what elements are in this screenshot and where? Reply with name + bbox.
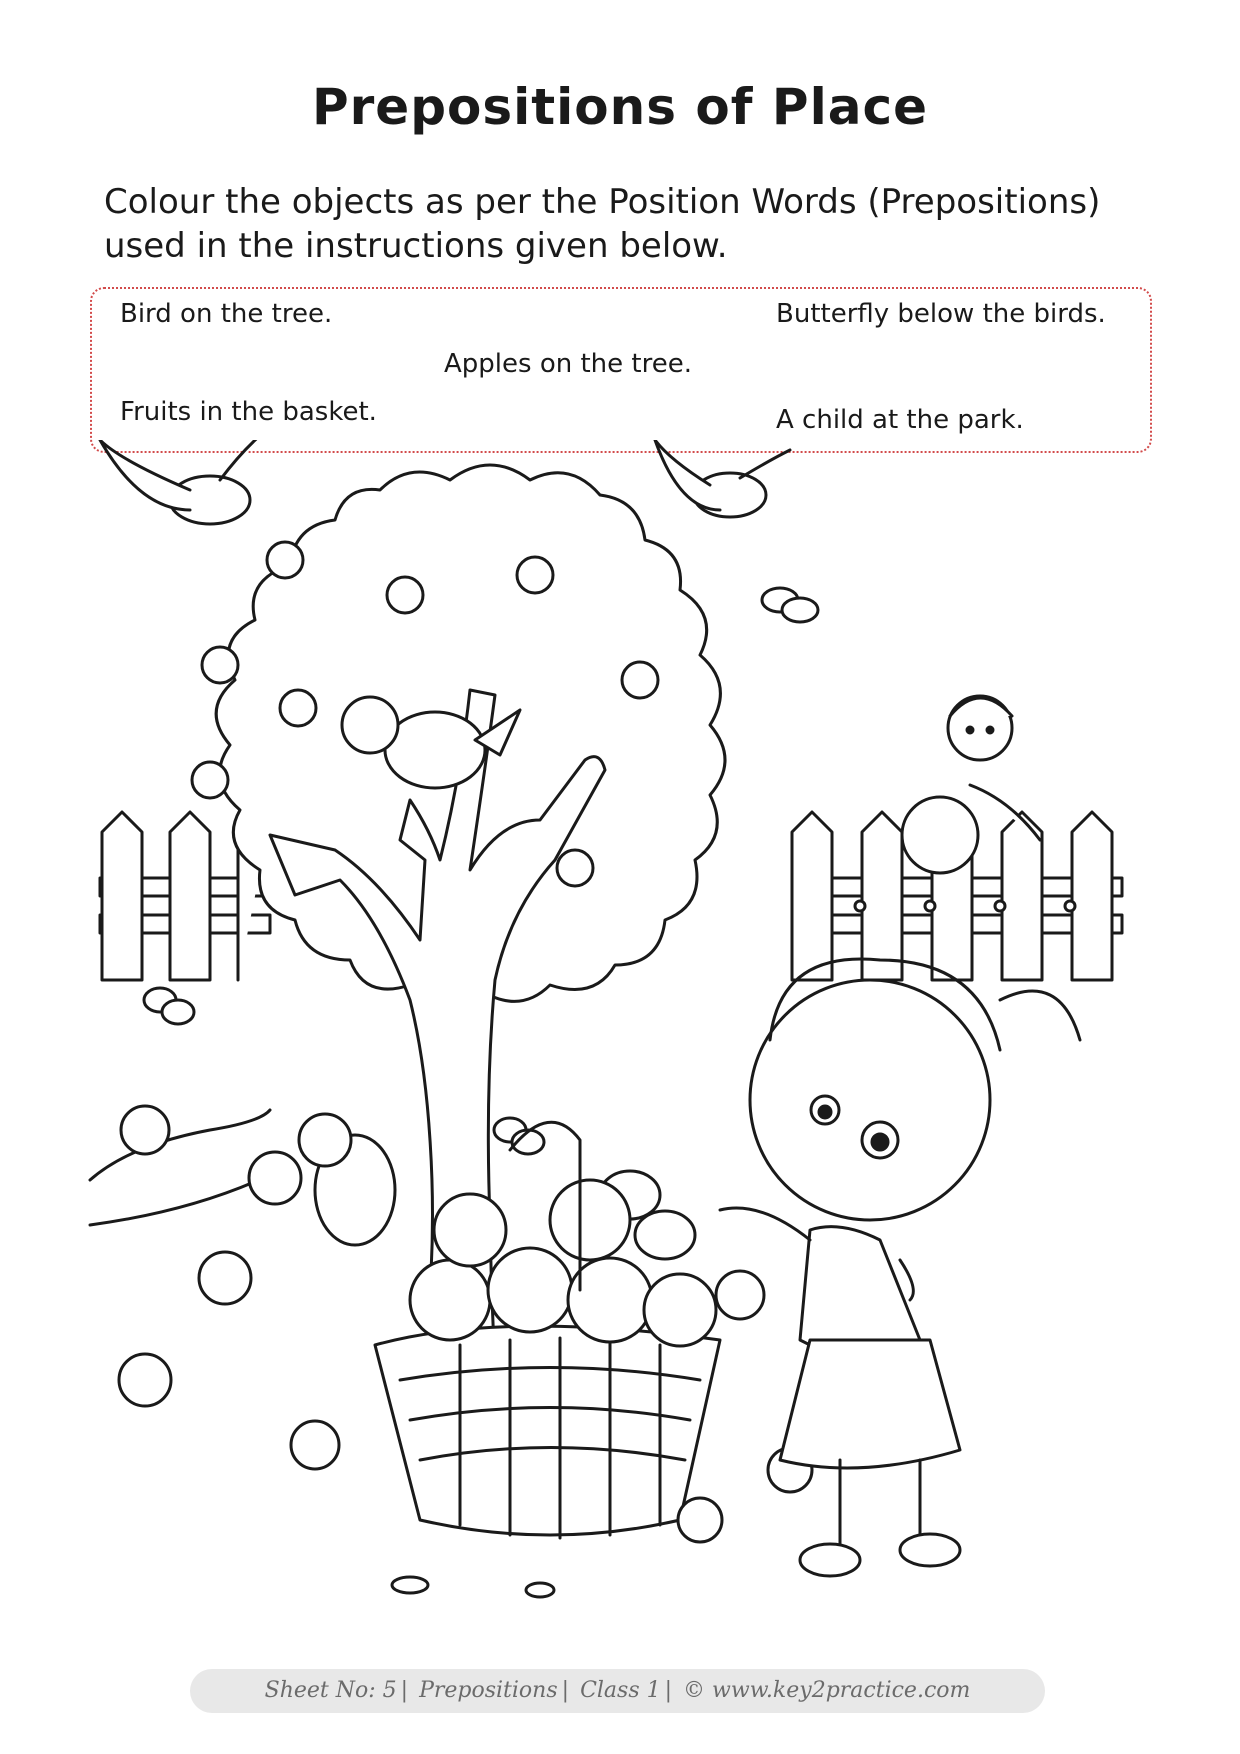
instructions-text: Colour the objects as per the Position Words (Prepositions) used in the instructions given below.: [104, 182, 1101, 266]
footer-sheet: Sheet No: 5: [264, 1678, 397, 1703]
page-title: Prepositions of Place: [312, 78, 928, 136]
footer-topic: Prepositions: [419, 1678, 558, 1703]
cue-butterfly-below-birds: Butterfly below the birds.: [776, 299, 1106, 329]
stones: [392, 1577, 554, 1597]
flying-bird-left: [100, 440, 280, 524]
butterfly-3: [494, 1118, 544, 1154]
cue-box: [90, 287, 1152, 453]
flying-bird-right: [655, 440, 790, 517]
colouring-scene: [80, 440, 1170, 1660]
butterfly-2: [144, 988, 194, 1024]
footer-bar: Sheet No: 5 | Prepositions | Class 1 | © www.key2practice.com: [190, 1669, 1045, 1713]
path-line: [90, 1110, 270, 1180]
fruit-basket: [375, 1122, 720, 1538]
cue-fruits-in-basket: Fruits in the basket.: [120, 397, 377, 427]
footer-site: © www.key2practice.com: [683, 1678, 971, 1703]
cue-bird-on-tree: Bird on the tree.: [120, 299, 333, 329]
footer-class: Class 1: [580, 1678, 661, 1703]
squirrel: [299, 1114, 395, 1245]
cue-child-at-park: A child at the park.: [776, 405, 1024, 435]
cue-apples-on-tree: Apples on the tree.: [444, 349, 692, 379]
butterfly-1: [762, 588, 818, 622]
